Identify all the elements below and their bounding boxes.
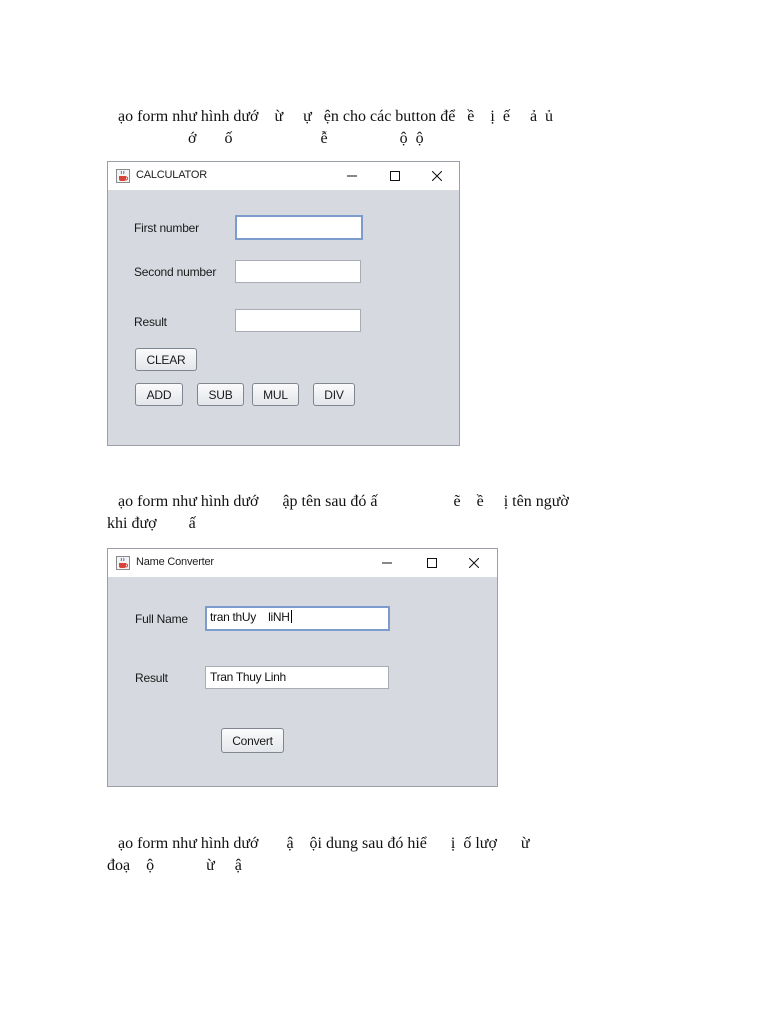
second-number-label: Second number: [134, 265, 217, 279]
sub-button[interactable]: SUB: [197, 383, 244, 406]
mul-button[interactable]: MUL: [252, 383, 299, 406]
instruction-line: ớ ố ễ ộ ộ: [188, 130, 424, 147]
maximize-icon: [390, 171, 400, 181]
result-output[interactable]: Tran Thuy Linh: [205, 666, 389, 689]
window-title: Name Converter: [136, 556, 214, 568]
maximize-button[interactable]: [412, 549, 452, 577]
result-input[interactable]: [235, 309, 361, 332]
first-number-input[interactable]: [235, 215, 363, 240]
first-number-label: First number: [134, 221, 199, 235]
second-number-input[interactable]: [235, 260, 361, 283]
maximize-button[interactable]: [375, 162, 415, 190]
instruction-line: khi đượ ấ: [107, 515, 196, 532]
minimize-icon: [382, 558, 392, 568]
full-name-label: Full Name: [135, 612, 188, 626]
result-label: Result: [134, 315, 167, 329]
window-title: CALCULATOR: [136, 169, 207, 181]
calculator-window: [107, 161, 460, 446]
name-converter-window: [107, 548, 498, 787]
minimize-button[interactable]: [332, 162, 372, 190]
instruction-line: ạo form như hình dướ ập tên sau đó ấ ẽ ề ị tên ngườ: [118, 493, 569, 510]
close-icon: [432, 171, 442, 181]
convert-button[interactable]: Convert: [221, 728, 284, 753]
instruction-line: đoạ ộ ừ ậ: [107, 857, 242, 874]
text-caret: [291, 610, 292, 623]
minimize-icon: [347, 171, 357, 181]
title-bar[interactable]: [108, 549, 497, 577]
full-name-input[interactable]: [205, 606, 390, 631]
instruction-line: ạo form như hình dướ ậ ội dung sau đó hiể ị ố lượ ừ: [118, 835, 530, 852]
add-button[interactable]: ADD: [135, 383, 183, 406]
close-button[interactable]: [417, 162, 457, 190]
result-label: Result: [135, 671, 168, 685]
minimize-button[interactable]: [367, 549, 407, 577]
div-button[interactable]: DIV: [313, 383, 355, 406]
close-icon: [469, 558, 479, 568]
close-button[interactable]: [454, 549, 494, 577]
clear-button[interactable]: CLEAR: [135, 348, 197, 371]
java-coffee-cup-icon: [116, 556, 130, 570]
java-coffee-cup-icon: [116, 169, 130, 183]
instruction-line: ạo form như hình dướ ừ ự ện cho các button để ề ị ế ả ủ: [118, 108, 554, 125]
full-name-value: tran thUy liNH: [210, 610, 290, 624]
title-bar[interactable]: [108, 162, 459, 190]
maximize-icon: [427, 558, 437, 568]
